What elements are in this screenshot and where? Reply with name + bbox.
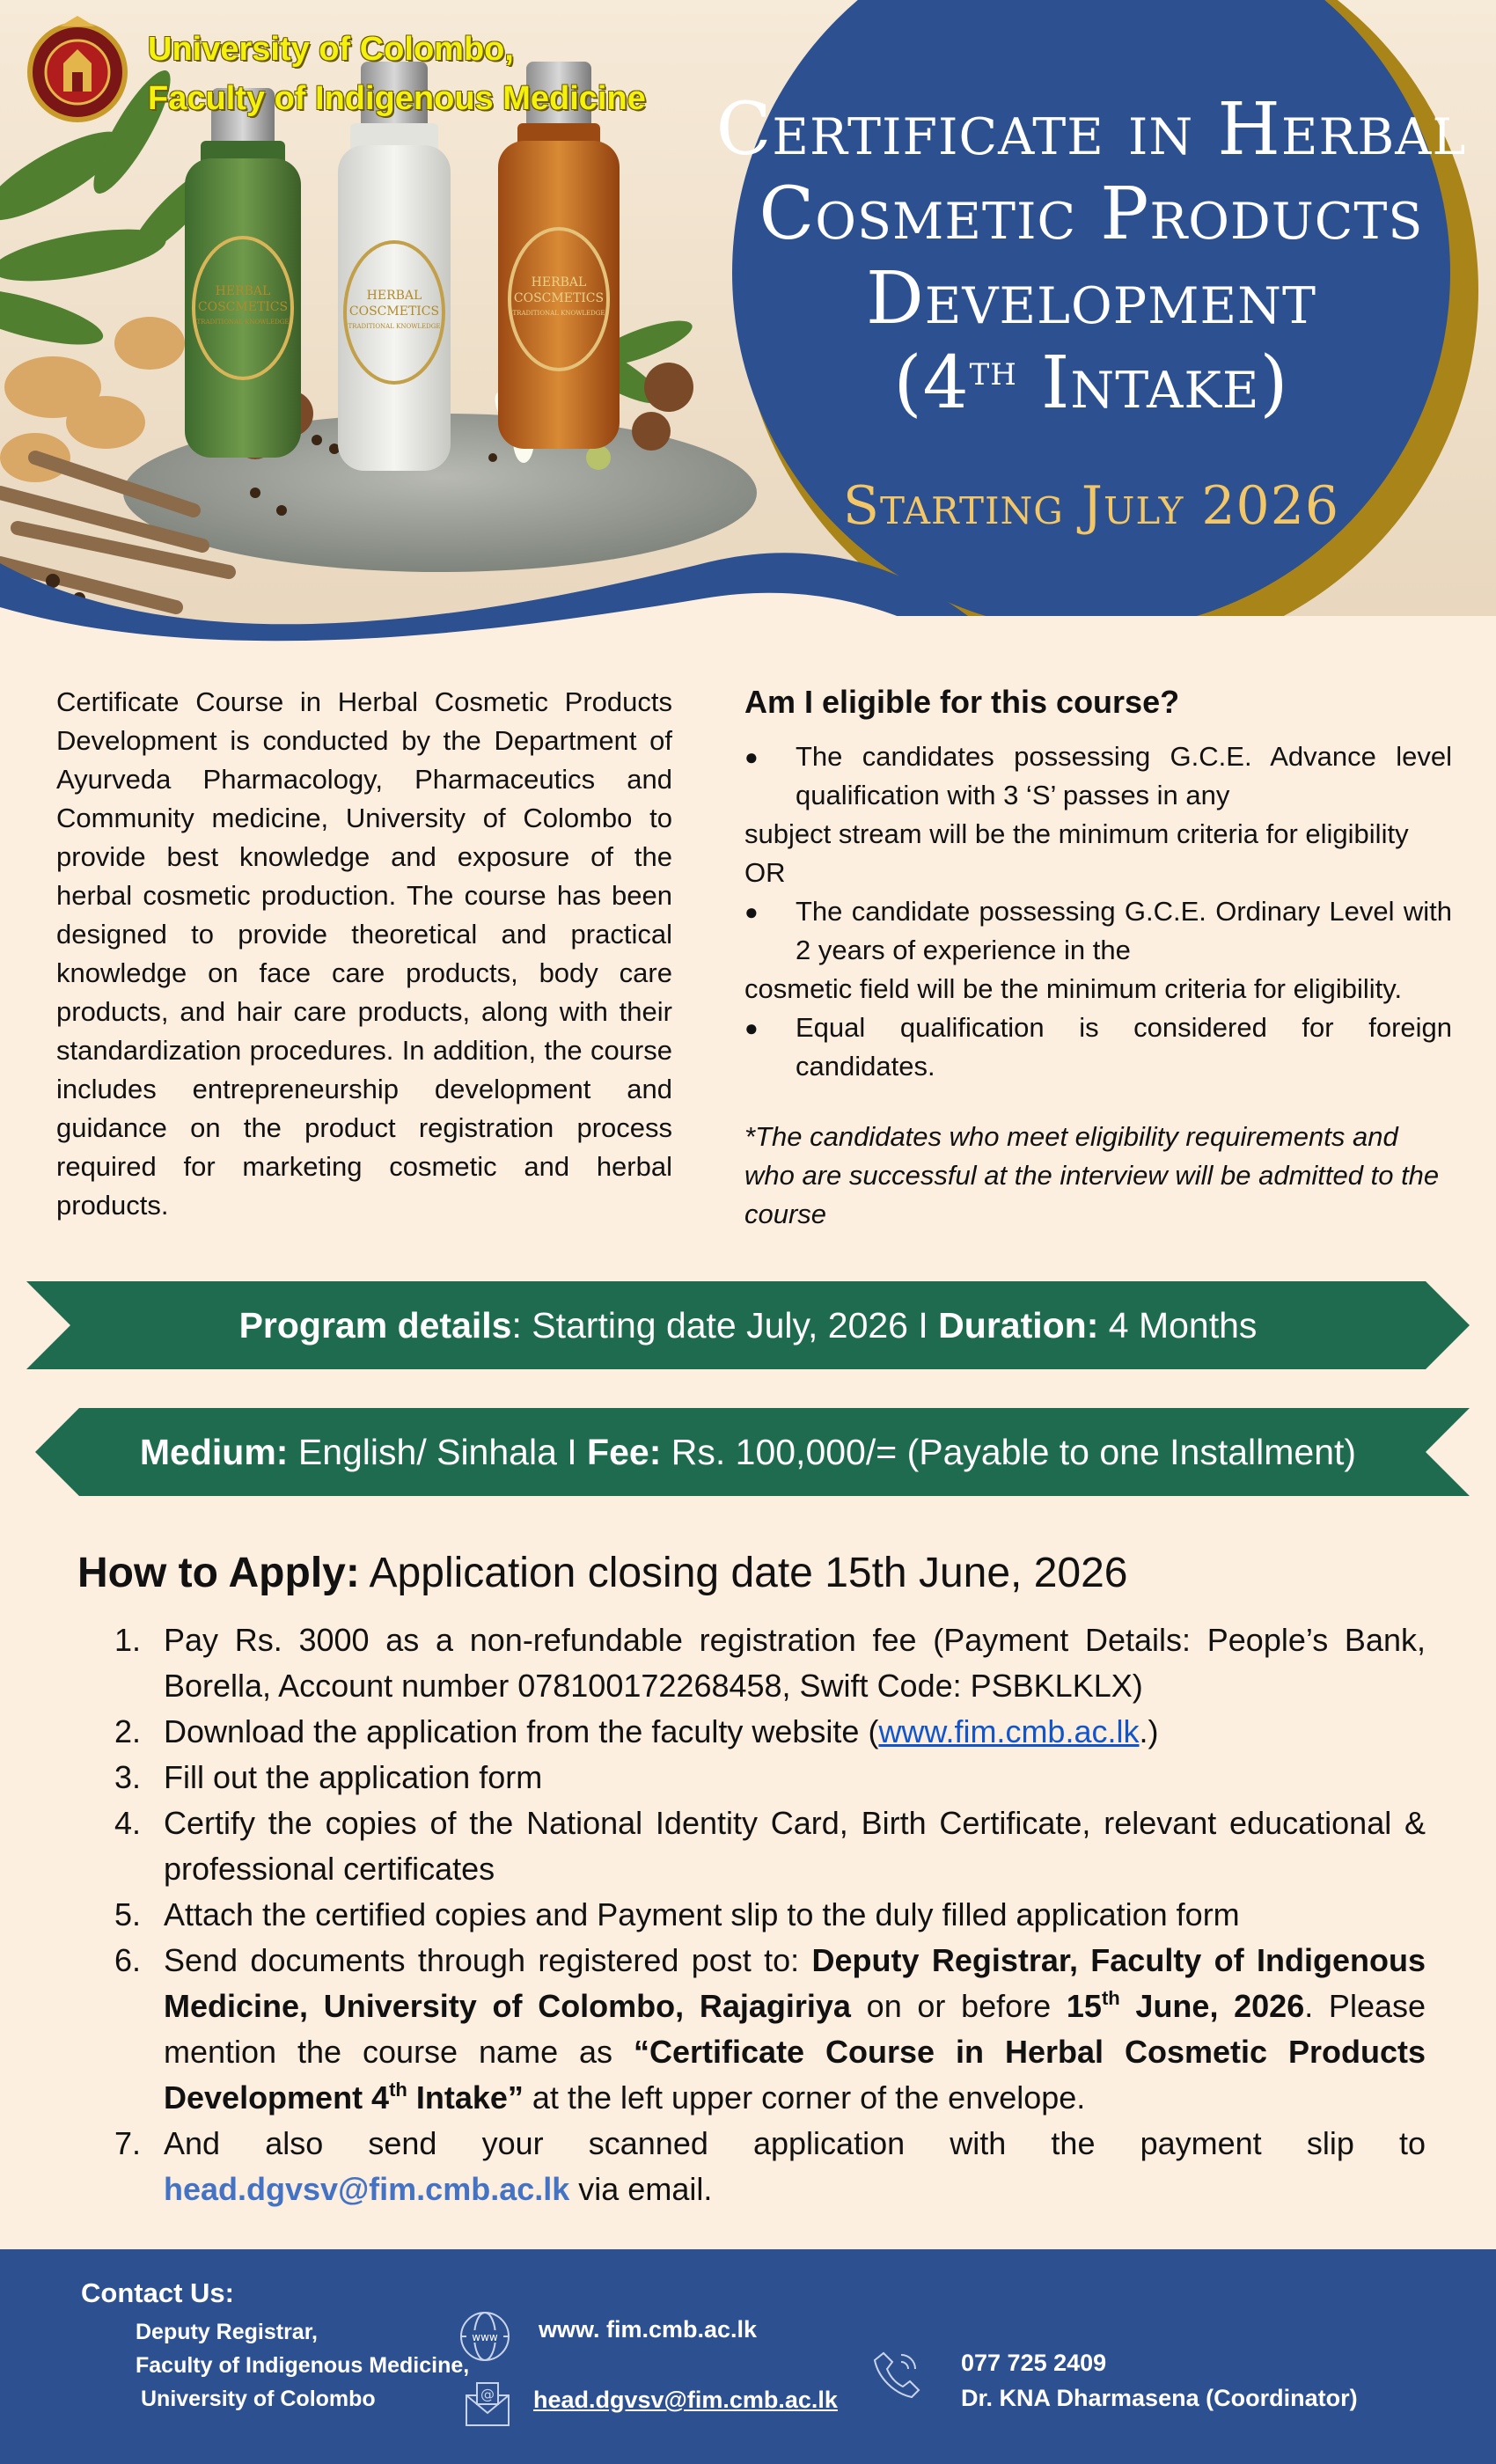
- course-introduction: Certificate Course in Herbal Cosmetic Products Development is conducted by the Department of Ayurveda Pharmacology, Pharmaceutics and Community medicine, University of Colombo to provide best knowledge and exposure of the herbal cosmetic production. The course has been designed to provide theoretical and practical knowledge on face care products, body care products, and hair care products, along with their standardization procedures. In addition, the course includes entrepreneurship development and guidance on the product registration process required for marketing cosmetic and herbal products.: [56, 686, 672, 1221]
- starting-date-heading: Starting July 2026: [842, 475, 1340, 537]
- apply-heading-label: How to Apply:: [77, 1550, 360, 1596]
- how-to-apply-heading: [77, 1545, 1128, 1602]
- course-name-sup: th: [389, 2079, 407, 2101]
- step-6: 6. Send documents through registered post to: Deputy Registrar, Faculty of Indigenous Medicine, University of Colombo, Rajagiriya on or before 15th June, 2026. Please mention the course name as “Certificate Course in Herbal Cosmetic Products Development 4th Intake” at the left upper corner of the envelope.: [114, 1942, 1426, 2116]
- contact-address-line-2: Faculty of Indigenous Medicine,: [136, 2353, 470, 2378]
- application-steps: [114, 1617, 1426, 2212]
- eligibility-bullet-1: ● The candidates possessing G.C.E. Advance level qualification with 3 ‘S’ passes in any: [744, 737, 1452, 815]
- step-6-address: Deputy Registrar, Faculty of Indigenous Medicine, University of Colombo, Rajagiriya: [164, 1942, 1426, 2024]
- title-line-4: [669, 341, 1496, 426]
- title-intake-pre: (4: [893, 341, 970, 425]
- title-intake-sup: th: [969, 346, 1017, 395]
- deadline-month-year: June, 2026: [1119, 1988, 1305, 2024]
- contact-footer: [0, 2249, 1496, 2464]
- eligibility-section: [744, 683, 1452, 1234]
- eligibility-heading: Am I eligible for this course?: [744, 684, 1180, 720]
- title-intake-post: Intake): [1016, 341, 1289, 425]
- program-label: Program details: [238, 1305, 512, 1346]
- green-bottle: [185, 88, 301, 458]
- deadline-day-sup: th: [1101, 1987, 1120, 2009]
- course-name-text: “Certificate Course in Herbal Cosmetic Products Development 4: [164, 2034, 1426, 2116]
- bottle-label-2: COSCMETICS: [513, 291, 605, 305]
- eligibility-bullet-1-cont: subject stream will be the minimum criteria for eligibility: [744, 818, 1409, 849]
- bottle-label-1: HERBAL: [531, 275, 587, 290]
- application-closing-date: Application closing date 15th June, 2026: [359, 1550, 1128, 1596]
- eligibility-bullet-3: ● Equal qualification is considered for foreign candidates.: [744, 1008, 1452, 1086]
- step-7-text: And also send your scanned application with the payment slip to: [164, 2125, 1426, 2161]
- step-6-text-f: . Please mention the course name as: [164, 1988, 1426, 2070]
- globe-icon: [458, 2309, 512, 2364]
- step-3-text: Fill out the application form: [164, 1759, 543, 1795]
- program-text: : Starting date July, 2026 I: [511, 1305, 939, 1346]
- step-5: 5. Attach the certified copies and Payment slip to the duly filled application form: [114, 1896, 1240, 1932]
- university-name: [148, 25, 646, 123]
- bottle-label-1: HERBAL: [366, 289, 422, 303]
- contact-address-line-3: University of Colombo: [141, 2387, 376, 2411]
- step-7: 7. And also send your scanned application with the payment slip to head.dgvsv@fim.cmb.ac.lk via email.: [114, 2125, 1426, 2207]
- step-4-text: Certify the copies of the National Identity Card, Birth Certificate, relevant educational & professional certificates: [164, 1805, 1426, 1887]
- title-line-1: Certificate in Herbal: [715, 88, 1467, 172]
- fee-value: Rs. 100,000/= (Payable to one Installment): [661, 1432, 1357, 1472]
- eligibility-bullet-2-cont: cosmetic field will be the minimum criteria for eligibility.: [744, 973, 1403, 1004]
- duration-label: Duration:: [938, 1305, 1099, 1346]
- step-6-text-a: Send documents through registered post to:: [164, 1942, 812, 1978]
- bottle-label-2: COSCMETICS: [197, 300, 289, 314]
- title-line-3: Development: [866, 257, 1316, 341]
- step-1: 1. Pay Rs. 3000 as a non-refundable registration fee (Payment Details: People’s Bank, Borella, Account number 078100172268458, Swift Code: PSBKLKLX): [114, 1622, 1426, 1704]
- eligibility-or: OR: [744, 857, 786, 888]
- program-details-text: [0, 1281, 1496, 1369]
- bottle-label-3: TRADITIONAL KNOWLEDGE: [348, 323, 441, 330]
- university-line-1: University of Colombo,: [148, 31, 514, 68]
- step-2: 2. Download the application from the faculty website (www.fim.cmb.ac.lk.): [114, 1713, 1159, 1749]
- bottle-label-3: TRADITIONAL KNOWLEDGE: [512, 310, 605, 317]
- university-crest-icon: [25, 11, 130, 134]
- contact-heading: Contact Us:: [81, 2277, 234, 2308]
- eligibility-note: *The candidates who meet eligibility requirements and who are successful at the interview will be admitted to the course: [744, 1121, 1440, 1229]
- step-6-text-c: on or before: [850, 1988, 1067, 2024]
- program-details-banner: [0, 1281, 1496, 1369]
- phone-icon: [871, 2346, 924, 2399]
- application-email-link[interactable]: head.dgvsv@fim.cmb.ac.lk: [164, 2171, 570, 2207]
- contact-email[interactable]: head.dgvsv@fim.cmb.ac.lk: [533, 2387, 838, 2413]
- step-6-text-i: at the left upper corner of the envelope.: [523, 2079, 1086, 2116]
- university-line-2: Faculty of Indigenous Medicine: [148, 80, 646, 117]
- medium-label: Medium:: [139, 1432, 289, 1472]
- course-name-intake: Intake”: [407, 2079, 524, 2116]
- step-6-deadline: [1067, 1988, 1304, 2024]
- title-line-2: Cosmetic Products: [759, 172, 1424, 256]
- step-5-text: Attach the certified copies and Payment slip to the duly filled application form: [164, 1896, 1240, 1932]
- contact-phone[interactable]: 077 725 2409: [961, 2350, 1107, 2376]
- contact-address-line-1: Deputy Registrar,: [136, 2320, 319, 2344]
- bottle-label-2: COSCMETICS: [348, 304, 440, 319]
- medium-fee-text: [0, 1408, 1496, 1496]
- bottle-label-1: HERBAL: [215, 284, 271, 298]
- step-7-suffix: via email.: [569, 2171, 713, 2207]
- globe-icon-label: www: [472, 2331, 498, 2343]
- svg-text:@: @: [480, 2386, 495, 2402]
- email-icon: [463, 2380, 512, 2429]
- fee-label: Fee:: [587, 1432, 662, 1472]
- contact-coordinator: Dr. KNA Dharmasena (Coordinator): [961, 2385, 1358, 2411]
- deadline-day: 15: [1066, 1988, 1102, 2024]
- step-4: 4. Certify the copies of the National Identity Card, Birth Certificate, relevant educational & professional certificates: [114, 1805, 1426, 1887]
- step-2-text: Download the application from the faculty website (: [164, 1713, 879, 1749]
- faculty-website-link[interactable]: www.fim.cmb.ac.lk: [878, 1713, 1140, 1749]
- medium-fee-banner: [0, 1408, 1496, 1496]
- bottle-label-3: TRADITIONAL KNOWLEDGE: [196, 319, 290, 326]
- duration-value: 4 Months: [1098, 1305, 1258, 1346]
- contact-website[interactable]: www. fim.cmb.ac.lk: [539, 2316, 758, 2343]
- course-title: [669, 88, 1496, 426]
- step-2-suffix: .): [1139, 1713, 1159, 1749]
- eligibility-bullet-2: ● The candidate possessing G.C.E. Ordinary Level with 2 years of experience in the: [744, 892, 1452, 970]
- step-3: 3. Fill out the application form: [114, 1759, 543, 1795]
- step-1-text: Pay Rs. 3000 as a non-refundable registration fee (Payment Details: People’s Bank, Borella, Account number 078100172268458, Swift Code: PSBKLKLX): [164, 1622, 1426, 1704]
- medium-value: English/ Sinhala I: [288, 1432, 588, 1472]
